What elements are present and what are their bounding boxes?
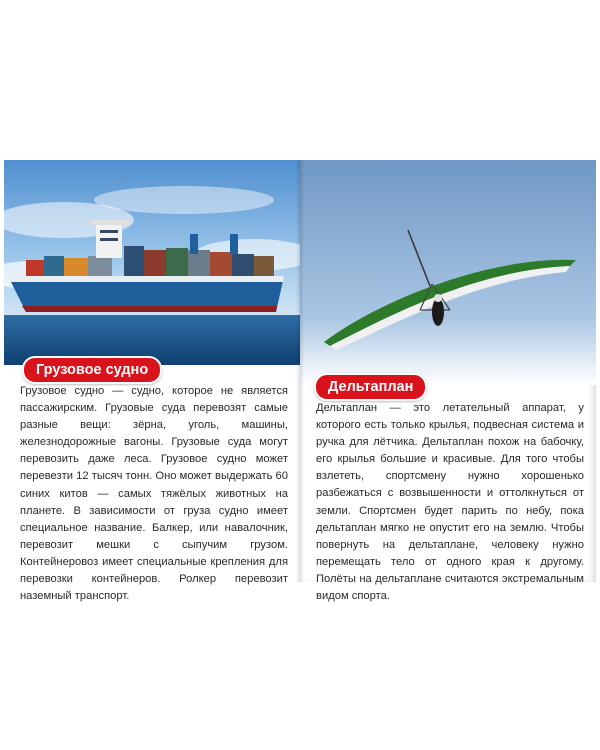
right-page [300, 160, 596, 603]
cargo-ship-body-text: Грузовое судно — судно, которое не является пассажирским. Грузовые суда перевозят самые разные вещи: зёрна, уголь, машины, железнодорожные вагоны. Грузовые суда могут перевозить даже леса. Грузовое судно может перевезти 12 тысяч тонн. Оно может выдержать 60 синих китов — самых тяжёлых животных на планете. В зависимости от груза судно имеет специальное название. Балкер, или навалочник, перевозит мешки с сыпучим грузом. Контейнеровоз имеет специальные крепления для перевозки контейнеров. Ролкер перевозит наземный транспорт. [20, 385, 288, 603]
hang-glider-photo [300, 160, 596, 385]
left-page [4, 160, 300, 603]
book-spine [296, 160, 304, 582]
cargo-ship-photo [4, 160, 300, 365]
page-title-hang-glider: Дельтаплан [314, 373, 427, 401]
hang-glider-body-text: Дельтаплан — это летательный аппарат, у которого есть только крылья, подвесная система и ручка для лётчика. Дельтаплан похож на бабочку, его крылья большие и красивые. Для того чтобы взлететь, спортсмену нужно хорошенько разбежаться с возвышенности и оттолкнуться от земли. Спортсмен будет парить по небу, пока дельтаплан мягко не опустит его на землю. Чтобы повернуть на дельтаплане, человеку нужно перемещать тело от одного края к другому. Полёты на дельтаплане считаются экстремальным видом спорта. [316, 402, 584, 603]
book-spread [4, 160, 596, 603]
page-title-cargo-ship: Грузовое судно [22, 356, 162, 384]
